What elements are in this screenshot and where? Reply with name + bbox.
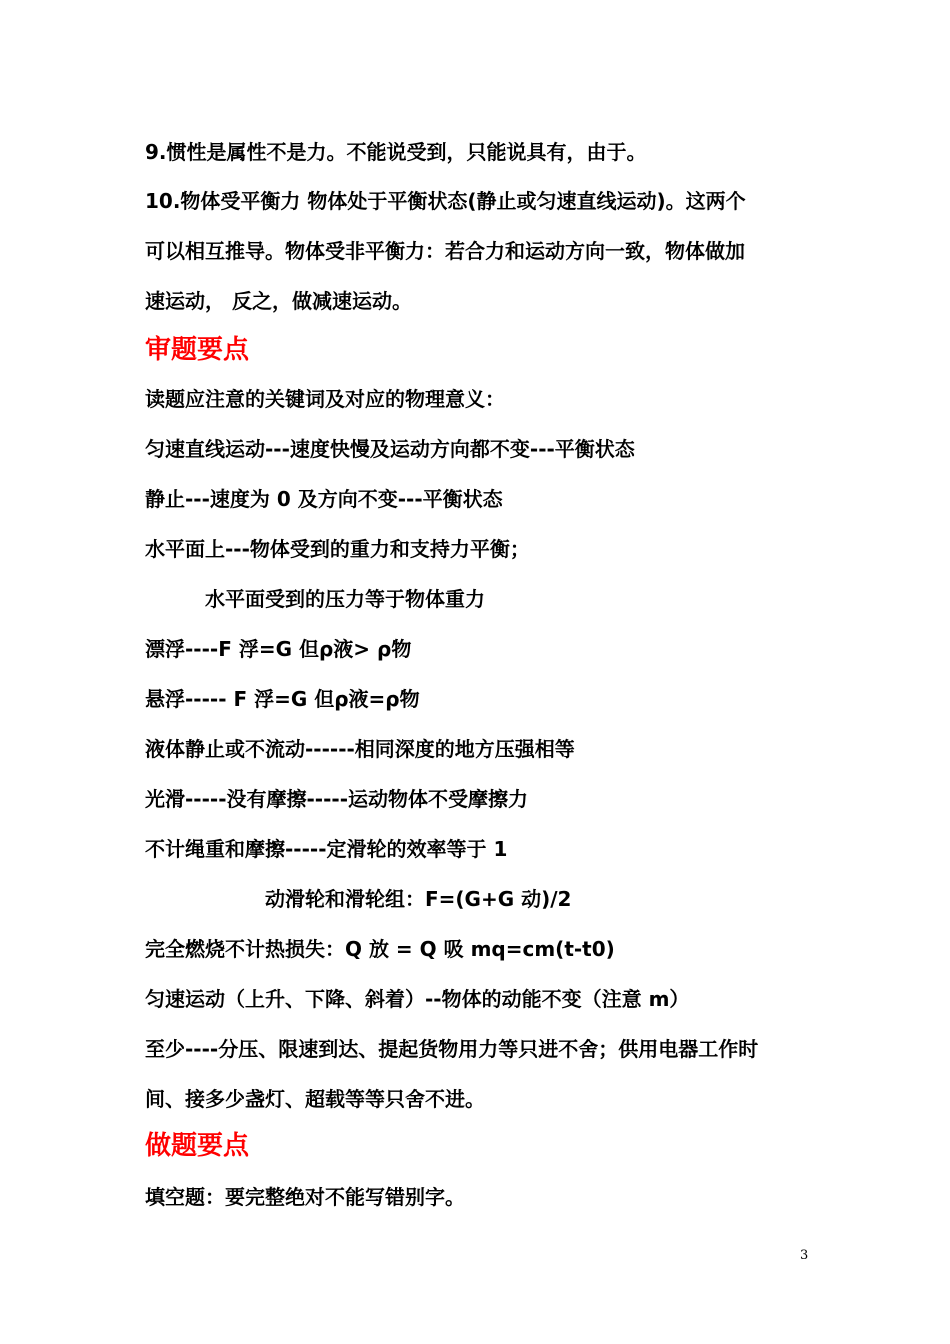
section-heading-answering: 做题要点	[145, 1131, 250, 1161]
text-uniform-kinetic: 匀速运动（上升、下降、斜着）--物体的动能不变（注意 m）	[145, 987, 690, 1011]
text-at-least-cont: 间、接多少盏灯、超载等等只舍不进。	[145, 1087, 485, 1111]
text-horizontal-pressure: 水平面受到的压力等于物体重力	[205, 587, 485, 611]
text-suspended: 悬浮----- F 浮=G 但ρ液=ρ物	[145, 687, 420, 711]
text-movable-pulley: 动滑轮和滑轮组：F=(G+G 动)/2	[265, 887, 572, 911]
text-combustion: 完全燃烧不计热损失：Q 放 = Q 吸 mq=cm(t-t0)	[145, 937, 615, 961]
text-at-least: 至少----分压、限速到达、提起货物用力等只进不舍；供用电器工作时	[145, 1037, 759, 1061]
text-uniform-motion: 匀速直线运动---速度快慢及运动方向都不变---平衡状态	[145, 437, 635, 461]
section-heading-review: 审题要点	[145, 335, 250, 365]
text-floating: 漂浮----F 浮=G 但ρ液> ρ物	[145, 637, 412, 661]
text-fixed-pulley: 不计绳重和摩擦-----定滑轮的效率等于 1	[145, 837, 508, 861]
text-static: 静止---速度为 0 及方向不变---平衡状态	[145, 487, 503, 511]
text-intro: 读题应注意的关键词及对应的物理意义：	[145, 387, 505, 411]
text-line-10: 10.物体受平衡力 物体处于平衡状态(静止或匀速直线运动)。这两个	[145, 189, 746, 213]
page-number: 3	[800, 1248, 809, 1263]
text-fill-blank: 填空题：要完整绝对不能写错别字。	[145, 1185, 465, 1209]
text-line-9: 9.惯性是属性不是力。不能说受到，只能说具有，由于。	[145, 140, 647, 164]
text-line-10-cont-2: 速运动， 反之，做减速运动。	[145, 289, 412, 313]
text-liquid-static: 液体静止或不流动------相同深度的地方压强相等	[145, 737, 575, 761]
text-line-10-cont-1: 可以相互推导。物体受非平衡力：若合力和运动方向一致，物体做加	[145, 239, 745, 263]
text-horizontal-plane: 水平面上---物体受到的重力和支持力平衡；	[145, 537, 530, 561]
text-smooth: 光滑-----没有摩擦-----运动物体不受摩擦力	[145, 787, 529, 811]
